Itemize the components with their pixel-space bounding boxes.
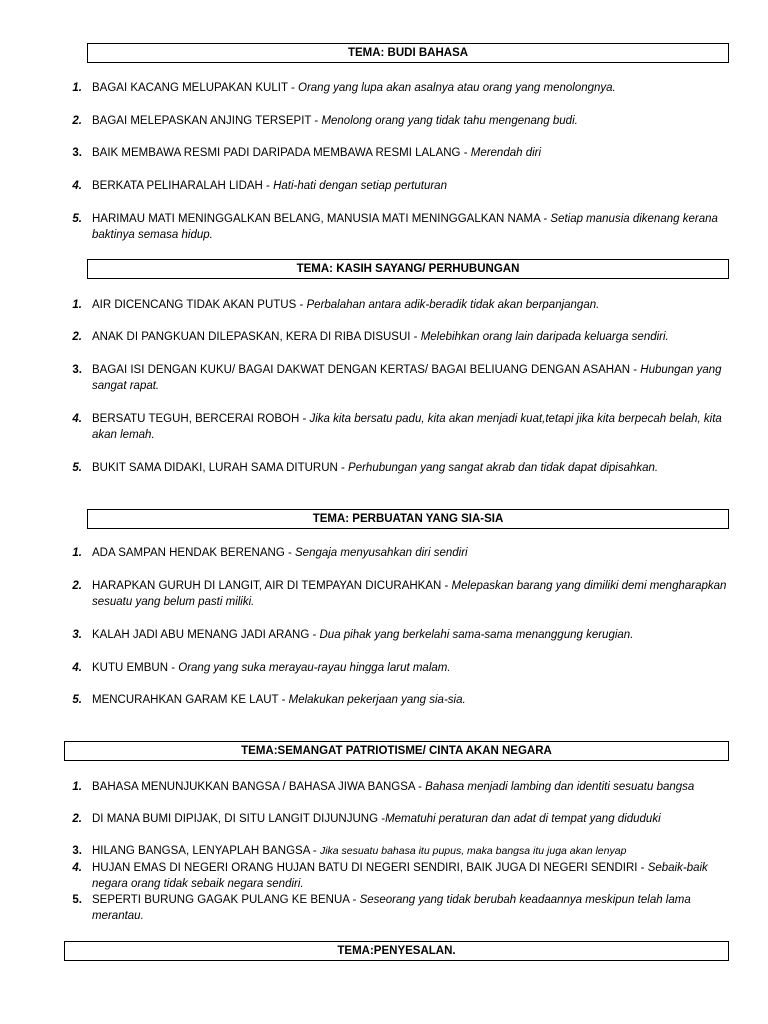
list-item xyxy=(60,362,728,394)
item-number: 1. xyxy=(72,547,82,559)
proverb: MENCURAHKAN GARAM KE LAUT - xyxy=(92,694,289,706)
item-number: 3. xyxy=(72,629,82,641)
item-number: 5. xyxy=(72,694,82,706)
item-number: 3. xyxy=(72,845,82,857)
proverb-meaning: Merendah diri xyxy=(470,147,542,159)
list-item xyxy=(60,211,728,243)
proverb-meaning: Dua pihak yang berkelahi sama-sama menanggung kerugian. xyxy=(319,629,634,641)
section-heading-kasih-sayang: TEMA: KASIH SAYANG/ PERHUBUNGAN xyxy=(87,259,729,279)
proverb: SEPERTI BURUNG GAGAK PULANG KE BENUA - xyxy=(92,894,360,906)
proverb-meaning: Perbalahan antara adik-beradik tidak akan berpanjangan. xyxy=(306,299,600,311)
proverb: BAGAI MELEPASKAN ANJING TERSEPIT - xyxy=(92,115,322,127)
list-item xyxy=(60,545,728,561)
proverb: DI MANA BUMI DIPIJAK, DI SITU LANGIT DIJUNJUNG - xyxy=(92,813,386,825)
proverb: BERKATA PELIHARALAH LIDAH - xyxy=(92,180,274,192)
proverb: ANAK DI PANGKUAN DILEPASKAN, KERA DI RIBA DISUSUI - xyxy=(92,331,421,343)
proverb-meaning: Bahasa menjadi lambing dan identiti sesuatu bangsa xyxy=(425,781,695,793)
proverb: HUJAN EMAS DI NEGERI ORANG HUJAN BATU DI NEGERI SENDIRI, BAIK JUGA DI NEGERI SENDIRI - xyxy=(92,862,648,874)
list-item xyxy=(60,178,728,194)
section-heading-penyesalan: TEMA:PENYESALAN. xyxy=(64,941,729,961)
proverb-meaning: Menolong orang yang tidak tahu mengenang budi. xyxy=(321,115,578,127)
item-number: 5. xyxy=(72,213,82,225)
item-number: 4. xyxy=(72,862,82,874)
proverb: ADA SAMPAN HENDAK BERENANG - xyxy=(92,547,295,559)
item-number: 2. xyxy=(72,115,82,127)
proverb-meaning: Sengaja menyusahkan diri sendiri xyxy=(295,547,468,559)
proverb-meaning: Orang yang suka merayau-rayau hingga larut malam. xyxy=(178,662,451,674)
item-number: 5. xyxy=(72,894,82,906)
item-number: 1. xyxy=(72,82,82,94)
proverb: BUKIT SAMA DIDAKI, LURAH SAMA DITURUN - xyxy=(92,462,349,474)
proverb: HARAPKAN GURUH DI LANGIT, AIR DI TEMPAYAN DICURAHKAN - xyxy=(92,580,452,592)
list-item xyxy=(60,892,728,924)
proverb: BAGAI ISI DENGAN KUKU/ BAGAI DAKWAT DENGAN KERTAS/ BAGAI BELIUANG DENGAN ASAHAN - xyxy=(92,364,641,376)
list-item xyxy=(60,627,728,643)
item-number: 4. xyxy=(72,413,82,425)
proverb: BAGAI KACANG MELUPAKAN KULIT - xyxy=(92,82,298,94)
proverb: KUTU EMBUN - xyxy=(92,662,179,674)
list-item xyxy=(60,329,728,345)
list-item xyxy=(60,811,728,827)
list-item xyxy=(60,297,728,313)
proverb-meaning: Melepaskan barang yang dimiliki demi mengharapkan sesuatu yang belum pasti miliki. xyxy=(92,580,727,608)
item-number: 1. xyxy=(72,781,82,793)
proverb-meaning: Hati-hati dengan setiap pertuturan xyxy=(273,180,447,192)
list-item xyxy=(60,660,728,676)
proverb: BERSATU TEGUH, BERCERAI ROBOH - xyxy=(92,413,310,425)
list-item xyxy=(60,145,728,161)
proverb-meaning: Mematuhi peraturan dan adat di tempat yang diduduki xyxy=(385,813,661,825)
proverb-meaning: Hubungan yang sangat rapat. xyxy=(92,364,722,392)
list-item xyxy=(60,860,728,892)
proverb: BAIK MEMBAWA RESMI PADI DARIPADA MEMBAWA RESMI LALANG - xyxy=(92,147,471,159)
item-number: 5. xyxy=(72,462,82,474)
proverb-meaning: Melebihkan orang lain daripada keluarga sendiri. xyxy=(420,331,669,343)
section-heading-semangat-patriotisme: TEMA:SEMANGAT PATRIOTISME/ CINTA AKAN NEGARA xyxy=(64,741,729,761)
item-number: 4. xyxy=(72,180,82,192)
proverb: KALAH JADI ABU MENANG JADI ARANG - xyxy=(92,629,320,641)
list-item xyxy=(60,779,728,795)
item-number: 3. xyxy=(72,147,82,159)
item-number: 2. xyxy=(72,331,82,343)
proverb-meaning: Jika sesuatu bahasa itu pupus, maka bangsa itu juga akan lenyap xyxy=(319,845,627,857)
list-item xyxy=(60,113,728,129)
proverb-meaning: Setiap manusia dikenang kerana baktinya semasa hidup. xyxy=(92,213,718,241)
list-item xyxy=(60,460,728,476)
list-item xyxy=(60,80,728,96)
item-number: 3. xyxy=(72,364,82,376)
section-heading-budi-bahasa: TEMA: BUDI BAHASA xyxy=(87,43,729,63)
proverb: AIR DICENCANG TIDAK AKAN PUTUS - xyxy=(92,299,307,311)
proverb-meaning: Orang yang lupa akan asalnya atau orang yang menolongnya. xyxy=(298,82,616,94)
list-item xyxy=(60,843,728,859)
proverb-meaning: Perhubungan yang sangat akrab dan tidak dapat dipisahkan. xyxy=(348,462,659,474)
item-number: 4. xyxy=(72,662,82,674)
proverb: BAHASA MENUNJUKKAN BANGSA / BAHASA JIWA BANGSA - xyxy=(92,781,426,793)
proverb-meaning: Seseorang yang tidak berubah keadaannya meskipun telah lama merantau. xyxy=(92,894,691,922)
list-item xyxy=(60,578,728,610)
proverb: HILANG BANGSA, LENYAPLAH BANGSA - xyxy=(92,845,320,857)
item-number: 1. xyxy=(72,299,82,311)
list-item xyxy=(60,692,728,708)
item-number: 2. xyxy=(72,580,82,592)
section-heading-perbuatan-sia-sia: TEMA: PERBUATAN YANG SIA-SIA xyxy=(87,509,729,529)
item-number: 2. xyxy=(72,813,82,825)
list-item xyxy=(60,411,728,443)
proverb-meaning: Sebaik-baik negara orang tidak sebaik negara sendiri. xyxy=(92,862,708,890)
proverb-meaning: Jika kita bersatu padu, kita akan menjadi kuat,tetapi jika kita berpecah belah, kita akan lemah. xyxy=(92,413,722,441)
proverb-meaning: Melakukan pekerjaan yang sia-sia. xyxy=(288,694,466,706)
proverb: HARIMAU MATI MENINGGALKAN BELANG, MANUSIA MATI MENINGGALKAN NAMA - xyxy=(92,213,551,225)
